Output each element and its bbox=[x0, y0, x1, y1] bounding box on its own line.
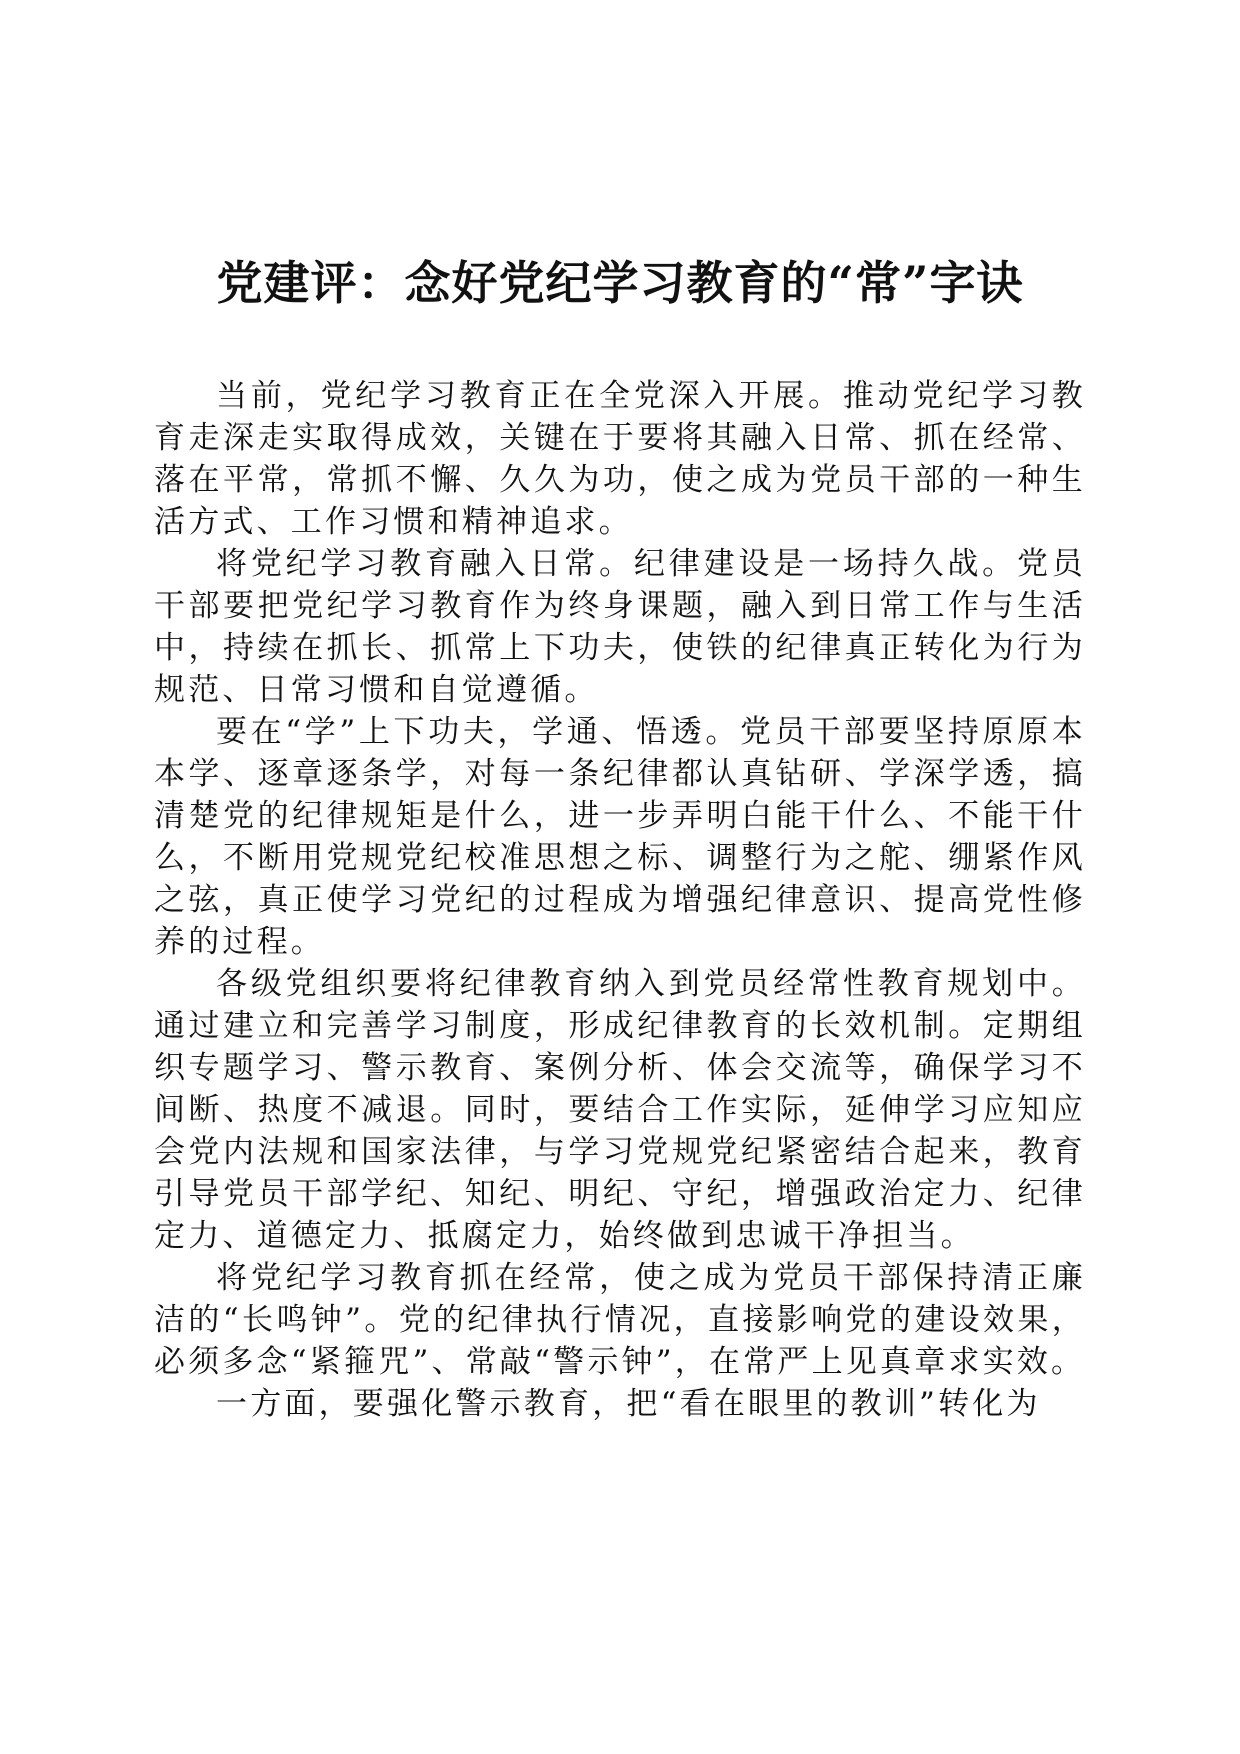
document-body bbox=[154, 375, 1086, 1425]
document-title: 党建评：念好党纪学习教育的“常”字诀 bbox=[216, 256, 1024, 310]
paragraph: 将党纪学习教育融入日常。纪律建设是一场持久战。党员干部要把党纪学习教育作为终身课题，融入到日常工作与生活中，持续在抓长、抓常上下功夫，使铁的纪律真正转化为行为规范、日常习惯和自觉遵循。 bbox=[154, 546, 1086, 708]
paragraph: 将党纪学习教育抓在经常，使之成为党员干部保持清正廉洁的“长鸣钟”。党的纪律执行情况，直接影响党的建设效果，必须多念“紧箍咒”、常敲“警示钟”，在常严上见真章求实效。 bbox=[154, 1260, 1086, 1380]
paragraph: 要在“学”上下功夫，学通、悟透。党员干部要坚持原原本本学、逐章逐条学，对每一条纪律都认真钻研、学深学透，搞清楚党的纪律规矩是什么，进一步弄明白能干什么、不能干什么，不断用党规党纪校准思想之标、调整行为之舵、绷紧作风之弦，真正使学习党纪的过程成为增强纪律意识、提高党性修养的过程。 bbox=[154, 714, 1086, 960]
paragraph: 当前，党纪学习教育正在全党深入开展。推动党纪学习教育走深走实取得成效，关键在于要将其融入日常、抓在经常、落在平常，常抓不懈、久久为功，使之成为党员干部的一种生活方式、工作习惯和精神追求。 bbox=[154, 378, 1086, 540]
paragraph: 一方面，要强化警示教育，把“看在眼里的教训”转化为 bbox=[216, 1386, 1041, 1422]
paragraph: 各级党组织要将纪律教育纳入到党员经常性教育规划中。通过建立和完善学习制度，形成纪律教育的长效机制。定期组织专题学习、警示教育、案例分析、体会交流等，确保学习不间断、热度不减退。同时，要结合工作实际，延伸学习应知应会党内法规和国家法律，与学习党规党纪紧密结合起来，教育引导党员干部学纪、知纪、明纪、守纪，增强政治定力、纪律定力、道德定力、抵腐定力，始终做到忠诚干净担当。 bbox=[154, 966, 1086, 1254]
